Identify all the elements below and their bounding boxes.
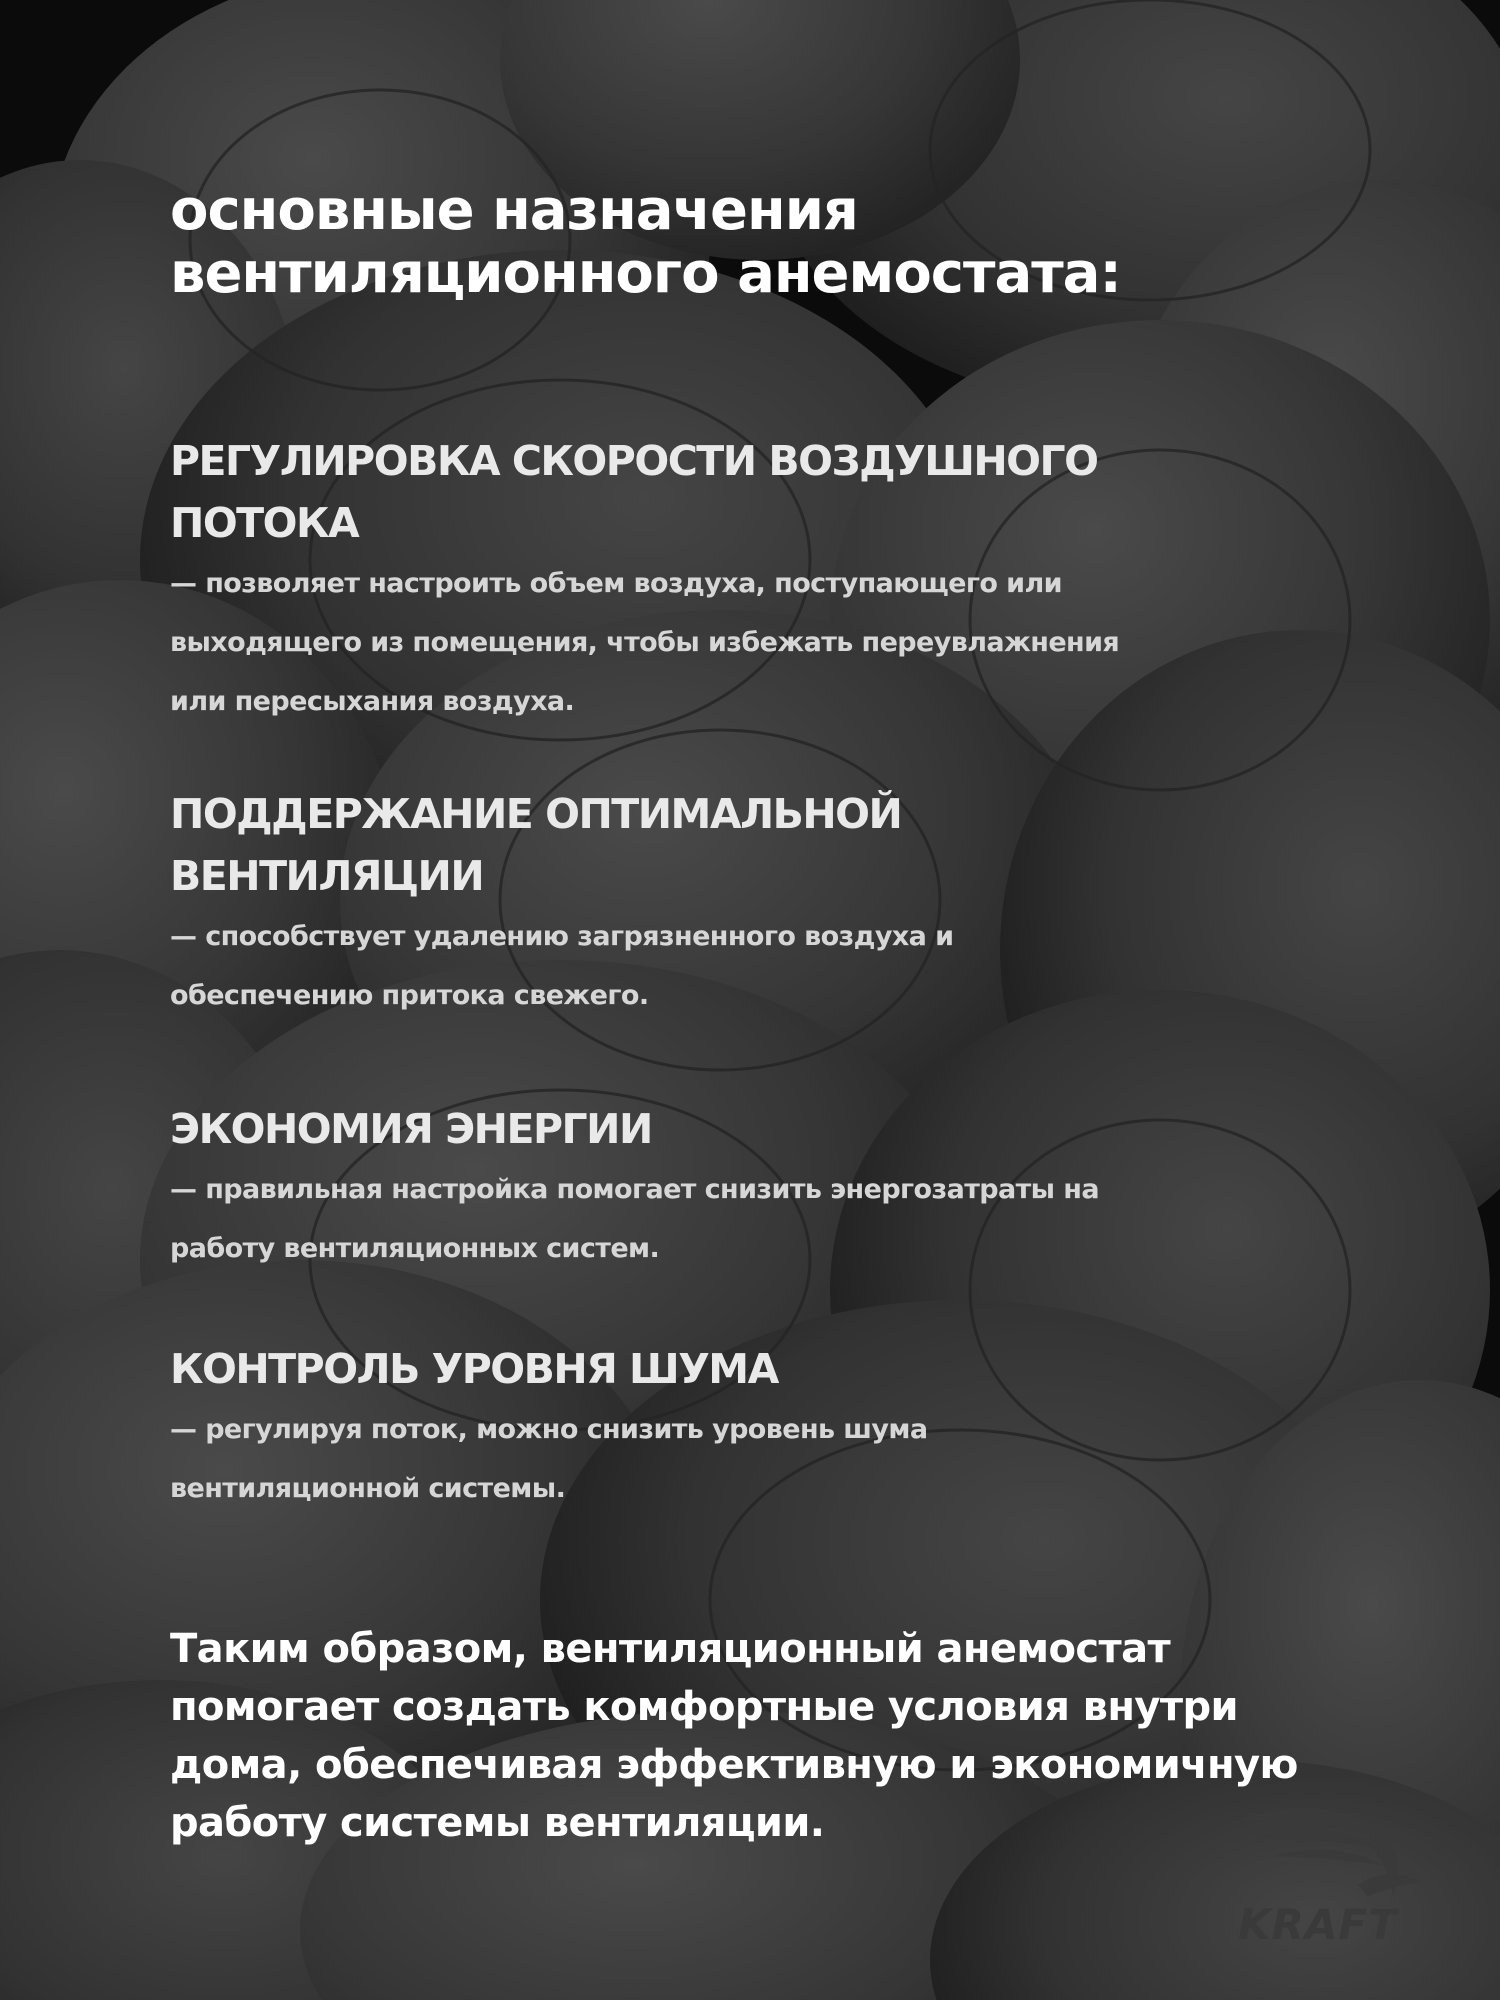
section-noise-control <box>170 1338 1350 1518</box>
page-title-line-2: вентиляционного анемостата: <box>170 240 1121 306</box>
section-airflow-regulation <box>170 430 1350 731</box>
section-energy-saving <box>170 1098 1350 1278</box>
summary-line: работу системы вентиляции. <box>170 1800 825 1846</box>
section-heading <box>170 430 1350 554</box>
section-description <box>170 1160 1350 1278</box>
section-heading <box>170 1098 1350 1160</box>
text-line: выходящего из помещения, чтобы избежать переувлажнения <box>170 627 1120 658</box>
section-description <box>170 1400 1350 1518</box>
section-heading-line-2: ВЕНТИЛЯЦИИ <box>170 852 484 900</box>
content <box>170 178 1350 1846</box>
bird-wing-icon <box>1228 1800 1428 1910</box>
text-line: — позволяет настроить объем воздуха, поступающего или <box>170 568 1062 599</box>
section-heading <box>170 1338 1350 1400</box>
text-line: работу вентиляционных систем. <box>170 1233 660 1264</box>
text-line: — правильная настройка помогает снизить энергозатраты на <box>170 1174 1099 1205</box>
text-line: — регулируя поток, можно снизить уровень шума <box>170 1414 928 1445</box>
section-optimal-ventilation <box>170 783 1350 1025</box>
summary-line: дома, обеспечивая эффективную и экономичную <box>170 1742 1298 1788</box>
section-heading <box>170 783 1350 907</box>
text-line: обеспечению притока свежего. <box>170 980 649 1011</box>
section-heading-line-1: КОНТРОЛЬ УРОВНЯ ШУМА <box>170 1345 778 1393</box>
section-heading-line-1: ПОДДЕРЖАНИЕ ОПТИМАЛЬНОЙ <box>170 790 902 838</box>
text-line: или пересыхания воздуха. <box>170 686 575 717</box>
section-heading-line-2: ПОТОКА <box>170 499 359 547</box>
section-heading-line-1: РЕГУЛИРОВКА СКОРОСТИ ВОЗДУШНОГО <box>170 437 1098 485</box>
kraft-logo <box>1228 1800 1428 1950</box>
text-line: вентиляционной системы. <box>170 1473 566 1504</box>
section-description <box>170 907 1350 1025</box>
page-title-line-1: основные назначения <box>170 178 858 243</box>
page-title <box>170 180 1350 305</box>
summary-paragraph <box>170 1620 1350 1852</box>
text-line: — способствует удалению загрязненного воздуха и <box>170 921 954 952</box>
summary-line: Таким образом, вентиляционный анемостат <box>170 1626 1171 1672</box>
section-description <box>170 554 1350 731</box>
section-heading-line-1: ЭКОНОМИЯ ЭНЕРГИИ <box>170 1105 652 1153</box>
summary-line: помогает создать комфортные условия внутри <box>170 1684 1238 1730</box>
logo-wordmark: KRAFT <box>1238 1900 1398 1949</box>
